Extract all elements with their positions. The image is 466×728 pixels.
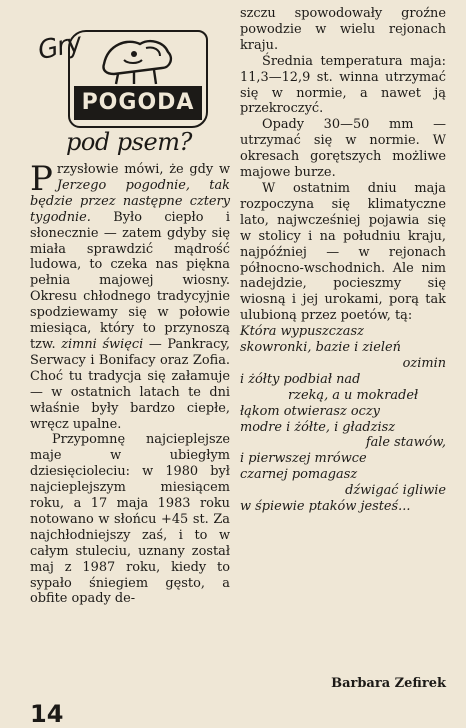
poem-line: fale stawów, bbox=[365, 435, 446, 451]
poem-line: rzeką, a u mokradeł bbox=[288, 387, 419, 403]
article-paragraph: W ostatnim dniu maja rozpoczyna się klimatyczne lato, najwcześniej pojawia się w stolicy i na południu kraju, najpóźniej — w rejonach północno-wschodnich. Ale nim nadejdzie, pocieszmy się wiosną i jej urokami, porą tak ulubioną przez poetów, tą: bbox=[240, 180, 446, 324]
poem-line: czarnej pomagasz bbox=[240, 467, 358, 483]
column-logo bbox=[36, 10, 232, 160]
poem-line: ozimin bbox=[402, 355, 446, 371]
italic-text-run: zimni święci bbox=[61, 336, 144, 352]
logo-pod-psem-text: pod psem? bbox=[66, 128, 192, 156]
text-run: Było ciepło i słonecznie — zatem gdyby się miała sprawdzić mądrość ludowa, to czeka nas piękna pełnia majowej wiosny. Okresu chłodnego tradycyjnie spodziewamy się w połowie miesiąca, który to przynoszą tzw. bbox=[30, 209, 230, 352]
left-article-text bbox=[30, 159, 231, 607]
poem-line: skowronki, bazie i zieleń bbox=[240, 340, 401, 356]
italic-text-run: Jerzego pogodnie, tak będzie przez następne cztery tygodnie. bbox=[30, 177, 230, 225]
article-paragraph: Średnia temperatura maja: 11,3—12,9 st. winna utrzymać się w normie, a nawet ją przekroczyć. bbox=[240, 53, 446, 117]
poem bbox=[240, 324, 446, 515]
article-paragraph bbox=[30, 159, 231, 432]
poem-line: i żółty podbiał nad bbox=[240, 371, 361, 387]
poem-line: Która wypuszczasz bbox=[240, 324, 364, 340]
author-signature: Barbara Zefirek bbox=[331, 676, 446, 691]
poem-line: łąkom otwierasz oczy bbox=[240, 403, 380, 419]
dog-illustration-icon bbox=[94, 34, 184, 86]
logo-gry-text: Gry bbox=[35, 27, 84, 67]
poem-line: w śpiewie ptaków jesteś... bbox=[240, 499, 411, 515]
article-paragraph: Przypomnę najcieplejsze maje w ubiegłym dziesięcioleciu: w 1980 był najcieplejszym miesiącem roku, a 17 maja 1983 roku notowano w słońcu +45 st. Za najchłodniejszy zaś, i to w całym stuleciu, uznany został maj z 1987 roku, kiedy to sypało śniegiem gęsto, a obfite opady de- bbox=[30, 432, 230, 607]
logo-pogoda-text: POGODA bbox=[74, 86, 202, 120]
page-number: 14 bbox=[30, 700, 64, 728]
right-article-text bbox=[240, 6, 446, 515]
text-run: — Pankracy, Serwacy i Bonifacy oraz Zofia. Choć tu tradycja się załamuje — w ostatnich latach te dni właśnie były bardzo ciepłe, wręcz upalne. bbox=[30, 336, 231, 432]
poem-line: i pierwszej mrówce bbox=[240, 451, 367, 467]
text-run: rzysłowie mówi, że gdy w bbox=[56, 162, 230, 177]
drop-cap: P bbox=[30, 159, 53, 199]
poem-line: modre i żółte, i gładzisz bbox=[240, 419, 395, 435]
article-paragraph: Opady 30—50 mm — utrzymać się w normie. W okresach gorętszych możliwe majowe burze. bbox=[240, 117, 446, 181]
article-paragraph: szczu spowodowały groźne powodzie w wielu rejonach kraju. bbox=[240, 6, 446, 53]
poem-line: dźwigać igliwie bbox=[345, 483, 446, 499]
